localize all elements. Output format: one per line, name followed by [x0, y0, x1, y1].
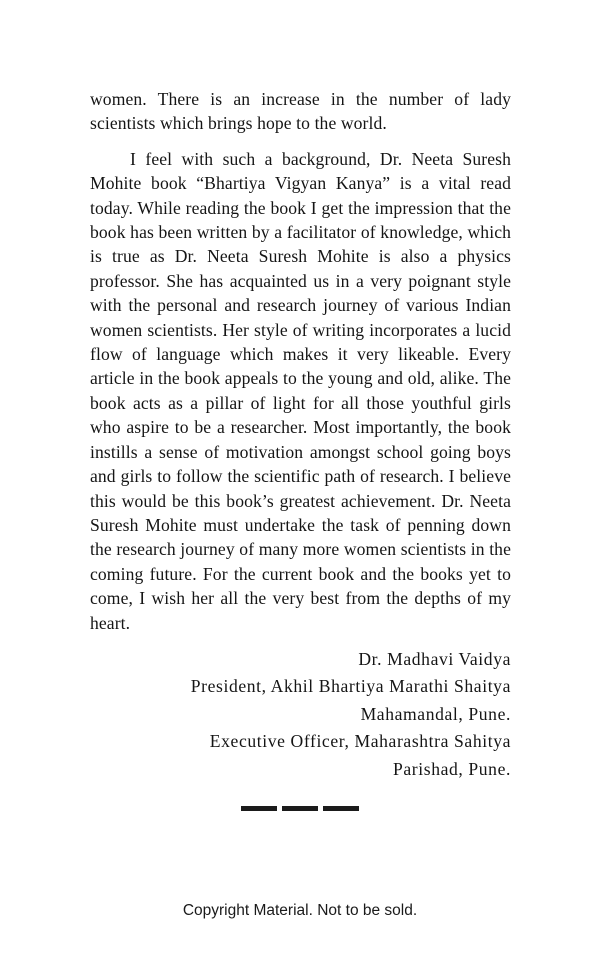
- body-paragraph: women. There is an increase in the number of lady scientists which brings hope to the world.: [90, 89, 511, 134]
- signature-line-name: Dr. Madhavi Vaidya: [358, 648, 511, 669]
- signature-line-organization: Parishad, Pune.: [393, 758, 511, 779]
- dash-icon: [282, 806, 318, 811]
- dash-icon: [241, 806, 277, 811]
- body-paragraph: I feel with such a background, Dr. Neeta Suresh Mohite book “Bhartiya Vigyan Kanya” is a vital read today. While reading the book I get the impression that the book has been written by a facilitator of knowledge, which is true as Dr. Neeta Suresh Mohite is also a physics professor. She has acquainted us in a very poignant style with the personal and research journey of various Indian women scientists. Her style of writing incorporates a lucid flow of language which makes it very likeable. Every article in the book appeals to the young and old, alike. The book acts as a pillar of light for all those youthful girls who aspire to be a researcher. Most importantly, the book instills a sense of motivation amongst school going boys and girls to follow the scientific path of research. I believe this would be this book’s greatest achievement. Dr. Neeta Suresh Mohite must undertake the task of penning down the research journey of many more women scientists in the coming future. For the current book and the books yet to come, I wish her all the very best from the depths of my heart.: [90, 148, 511, 633]
- book-page-content: [90, 87, 511, 783]
- signature-line-title: President, Akhil Bhartiya Marathi Shaitya: [190, 676, 511, 697]
- signature-line-title: Executive Officer, Maharashtra Sahitya: [209, 731, 511, 752]
- signature-line-organization: Mahamandal, Pune.: [360, 703, 511, 724]
- signature-block: [90, 646, 511, 784]
- dash-icon: [323, 806, 359, 811]
- copyright-footer: Copyright Material. Not to be sold.: [182, 902, 418, 919]
- triple-dash-divider-icon: [0, 806, 600, 811]
